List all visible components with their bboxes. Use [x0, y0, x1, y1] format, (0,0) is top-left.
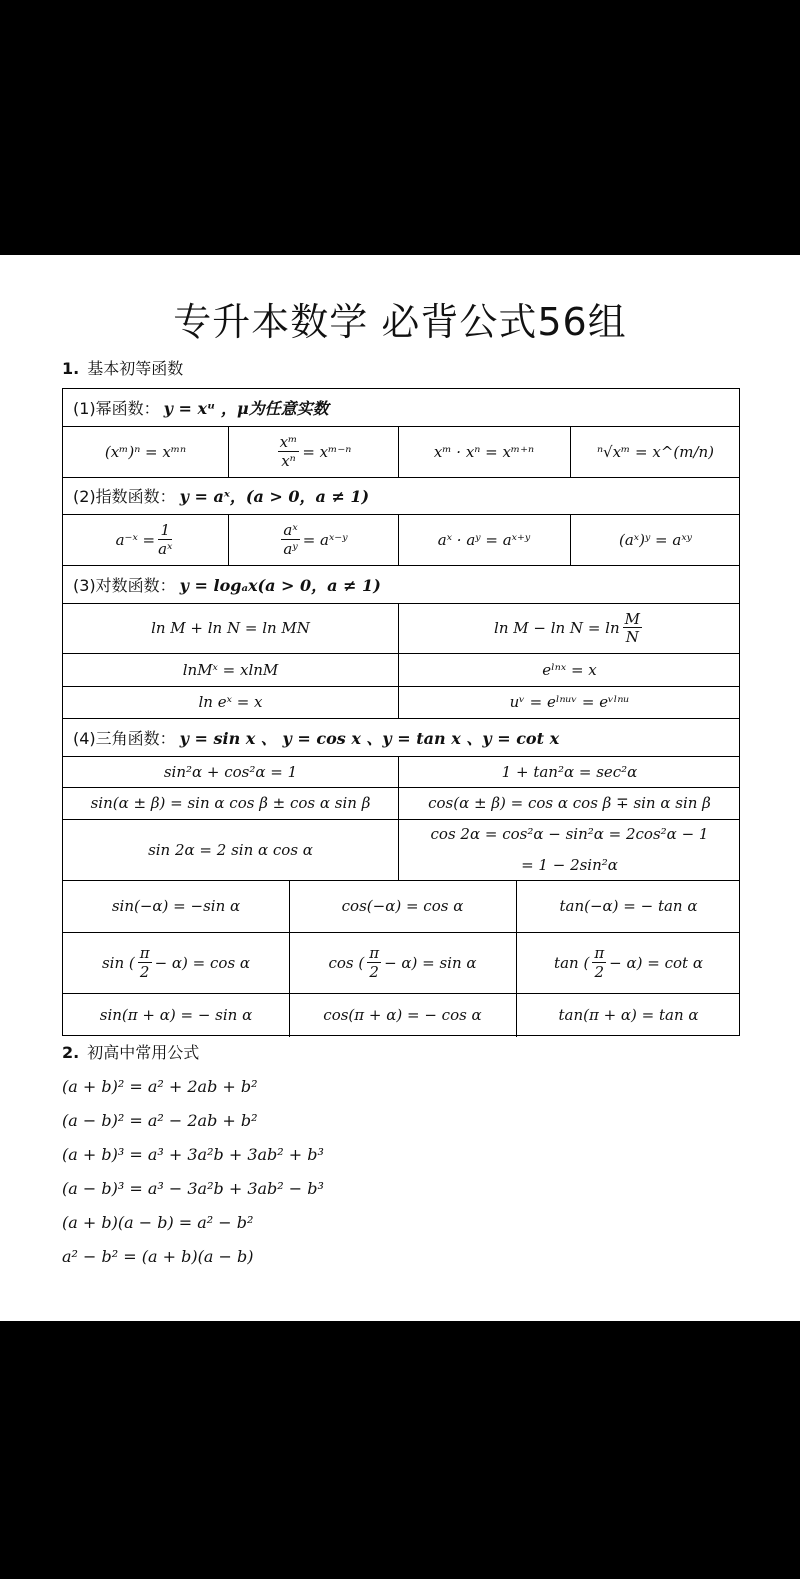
section-2-heading — [62, 1040, 199, 1063]
trig-formula-13: sin(π + α) = − sin α — [99, 1005, 253, 1024]
trig-formula-1: sin²α + cos²α = 1 — [163, 762, 298, 781]
log-formula-4: eˡⁿˣ = x — [542, 660, 597, 679]
log-formula-2: ln M − ln N = ln $\frac{M}{N}$ — [494, 609, 640, 646]
common-formula-4: (a − b)³ = a³ − 3a²b + 3ab² − b³ — [62, 1179, 324, 1198]
common-formula-5: (a + b)(a − b) = a² − b² — [62, 1213, 254, 1232]
exponential-function-header: (2)指数函数： y = aˣ，(a > 0，a ≠ 1) — [73, 487, 370, 506]
power-formula-2: $\frac{\text{xᵐ}}{\text{xⁿ}}$ = xᵐ⁻ⁿ — [279, 433, 352, 470]
trig-formula-11: cos ( $\frac{\pi}{2}$ − α) = sin α — [328, 944, 477, 981]
exp-formula-3: aˣ · aʸ = aˣ⁺ʸ — [437, 530, 531, 549]
trig-formula-4: cos(α ± β) = cos α cos β ∓ sin α sin β — [428, 794, 711, 812]
trig-formula-6a: cos 2α = cos²α − sin²α = 2cos²α − 1 — [430, 825, 709, 843]
trig-formula-15: tan(π + α) = tan α — [558, 1005, 699, 1024]
trig-formula-9: tan(−α) = − tan α — [559, 897, 698, 915]
log-formula-1: ln M + ln N = ln MN — [151, 619, 310, 637]
section-2-number: 2. — [62, 1043, 80, 1062]
common-formula-2: (a − b)² = a² − 2ab + b² — [62, 1111, 258, 1130]
power-function-header: (1)幂函数： y = xᵘ ，μ为任意实数 — [73, 399, 329, 418]
power-formula-1: (xᵐ)ⁿ = xᵐⁿ — [104, 442, 187, 461]
trig-formula-7: sin(−α) = −sin α — [111, 897, 241, 915]
trig-formula-2: 1 + tan²α = sec²α — [501, 762, 638, 781]
exp-formula-4: (aˣ)ʸ = aˣʸ — [618, 530, 692, 549]
common-formula-1: (a + b)² = a² + 2ab + b² — [62, 1077, 258, 1096]
trig-formula-6b: = 1 − 2sin²α — [521, 855, 618, 874]
section-1-label: 基本初等函数 — [87, 359, 184, 378]
power-formula-4: ⁿ√xᵐ = x^(m/n) — [596, 442, 715, 461]
log-function-header: (3)对数函数： y = logₐx(a > 0，a ≠ 1) — [73, 575, 381, 595]
formula-table — [62, 388, 740, 1036]
log-formula-6: uᵛ = eˡⁿᵘᵛ = eᵛˡⁿᵘ — [509, 693, 630, 711]
common-formula-3: (a + b)³ = a³ + 3a²b + 3ab² + b³ — [62, 1145, 324, 1164]
section-2-label: 初高中常用公式 — [87, 1043, 200, 1062]
exp-formula-1: a⁻ˣ = $\frac{1}{\text{aˣ}}$ — [115, 521, 173, 558]
common-formula-6: a² − b² = (a + b)(a − b) — [62, 1247, 254, 1266]
trig-formula-10: sin ( $\frac{\pi}{2}$ − α) = cos α — [101, 944, 251, 981]
trig-function-header: (4)三角函数： y = sin x 、 y = cos x 、y = tan x 、y = cot x — [73, 728, 560, 748]
power-formula-3: xᵐ · xⁿ = xᵐ⁺ⁿ — [433, 442, 535, 461]
trig-formula-8: cos(−α) = cos α — [341, 897, 464, 915]
section-1-number: 1. — [62, 359, 80, 378]
trig-formula-14: cos(π + α) = − cos α — [323, 1005, 482, 1024]
trig-formula-12: tan ( $\frac{\pi}{2}$ − α) = cot α — [554, 944, 703, 981]
section-1-heading — [62, 356, 183, 379]
document-page — [0, 255, 800, 1321]
page-title: 专升本数学 必背公式56组 — [173, 300, 627, 344]
trig-formula-3: sin(α ± β) = sin α cos β ± cos α sin β — [90, 794, 371, 812]
log-formula-3: lnMˣ = xlnM — [182, 660, 279, 679]
exp-formula-2: $\frac{\text{aˣ}}{\text{aʸ}}$ = aˣ⁻ʸ — [283, 521, 348, 558]
log-formula-5: ln eˣ = x — [198, 693, 263, 711]
trig-formula-5: sin 2α = 2 sin α cos α — [148, 840, 313, 859]
